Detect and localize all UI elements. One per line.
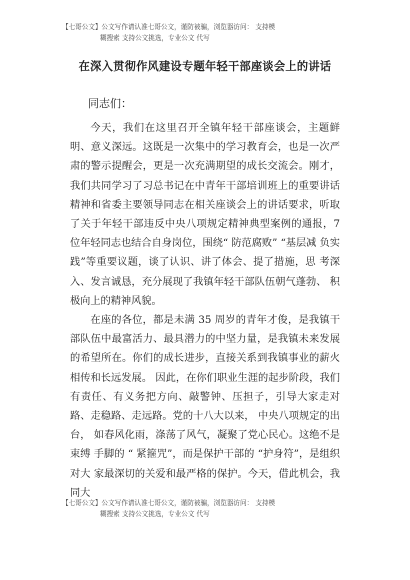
header-line-1: 【七哥公文】公文写作请认准七哥公文，谨防被骗，浏览器访问： 支持模 xyxy=(62,23,276,31)
footer-line-2: 糊搜索 支持公文挑选，专业公文 代写 xyxy=(100,510,210,518)
body-paragraph-2: 在座的各位，都是未满 35 周岁的青年才俊，是我镇干部队伍中最富活力、最具潜力的中坚力量，是我镇未来发展的希望所在。你们的成长进步，直接关系到我镇事业的薪火相传和长远发展。 因此，在你们职业生涯的起步阶段，我们有责任、有义务把方向、敲警钟、压担子，引导大家走对路、走稳路、走远路。党的十八大以来， 中央八项规定的出台， 如春风化雨，涤荡了风气，凝聚了党心民心。这绝不是束缚 手脚的 “ 紧箍咒”，而是保护干部的 “护身符”，是组织对大 家最深切的关爱和最严格的保护。今天，借此机会，我同大 xyxy=(70,315,340,499)
salutation: 同志们： xyxy=(88,97,132,110)
document-body xyxy=(70,119,340,503)
header-line-2: 糊搜索 支持公文挑选，专业公文 代写 xyxy=(100,34,210,42)
document-title: 在深入贯彻作风建设专题年轻干部座谈会上的讲话 xyxy=(78,59,332,73)
page-footer xyxy=(62,498,362,520)
page-header xyxy=(62,22,362,44)
body-paragraph-1: 今天，我们在这里召开全镇年轻干部座谈会，主题鲜明、意义深远。这既是一次集中的学习教育会，也是一次严肃的警示提醒会，更是一次充满期望的成长交流会。刚才，我们共同学习了习总书记在中青年干部培训班上的重要讲话精神和省委主要领导同志在相关座谈会上的讲话要求，听取了关于年轻干部违反中央八项规定精神典型案例的通报，7 位年轻同志也结合自身岗位，围绕“ 防范腐败” “基层减 负实践”等重要议题，谈了认识、讲了体会、提了措施，思 考深入、发言诚恳，充分展现了我镇年轻干部队伍朝气蓬勃、 积极向上的精神风貌。 xyxy=(70,123,340,307)
footer-line-1: 【七哥公文】公文写作请认准七哥公文，谨防被骗，浏览器访问： 支持模 xyxy=(62,499,276,507)
